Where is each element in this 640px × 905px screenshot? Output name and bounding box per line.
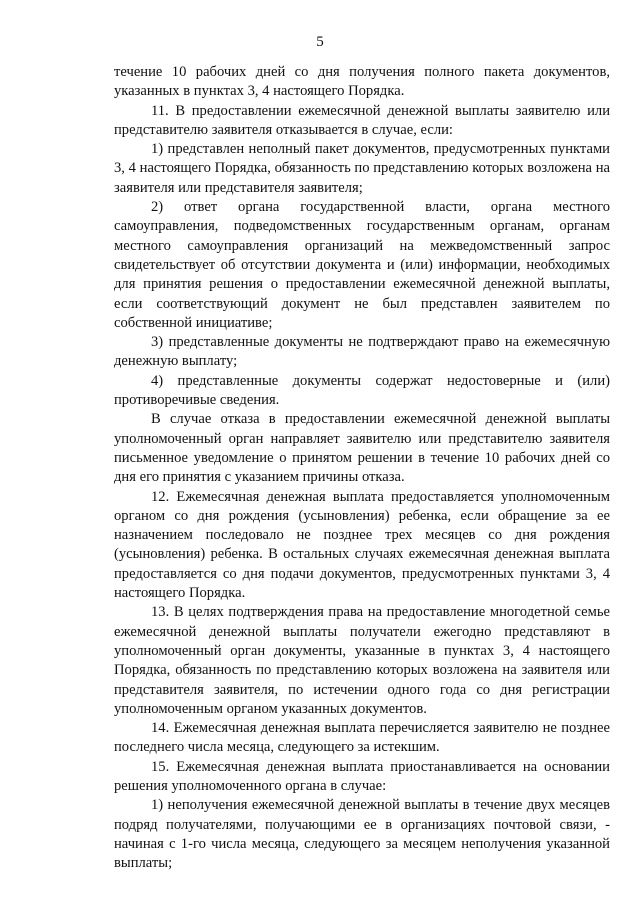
- paragraph-clause-15: 15. Ежемесячная денежная выплата приостанавливается на основании решения уполномоченного органа в случае:: [114, 758, 610, 794]
- paragraph: течение 10 рабочих дней со дня получения полного пакета документов, указанных в пунктах 3, 4 настоящего Порядка.: [114, 64, 610, 100]
- paragraph-item-3: 3) представленные документы не подтверждают право на ежемесячную денежную выплату;: [114, 334, 610, 370]
- paragraph-clause-15-item-1: 1) неполучения ежемесячной денежной выплаты в течение двух месяцев подряд получателями, получающими ее в организациях почтовой связи, - начиная с 1-го числа месяца, следующего за месяцем неполучения указанной выплаты;: [114, 797, 610, 872]
- paragraph-item-1: 1) представлен неполный пакет документов, предусмотренных пунктами 3, 4 настоящего Порядка, обязанность по представлению которых возложена на заявителя или представителя заявителя;: [114, 141, 610, 196]
- paragraph-item-4: 4) представленные документы содержат недостоверные и (или) противоречивые сведения.: [114, 372, 610, 409]
- page-number: 5: [316, 34, 324, 50]
- document-body: [114, 63, 610, 873]
- paragraph-item-2: 2) ответ органа государственной власти, органа местного самоуправления, подведомственных государственным органам, органам местного самоуправления организаций на межведомственный запрос свидетельствует об отсутствии документа и (или) информации, необходимых для принятия решения о предоставлении ежемесячной денежной выплаты, если соответствующий документ не был представлен заявителем по собственной инициативе;: [114, 199, 610, 331]
- paragraph-clause-12: 12. Ежемесячная денежная выплата предоставляется уполномоченным органом со дня рождения (усыновления) ребенка, если обращение за ее назначением последовало не позднее трех месяцев со дня рождения (усыновления) ребенка. В остальных случаях ежемесячная денежная выплата предоставляется со дня подачи документов, предусмотренных пунктами 3, 4 настоящего Порядка.: [114, 488, 610, 602]
- paragraph-refusal-notice: В случае отказа в предоставлении ежемесячной денежной выплаты уполномоченный орган направляет заявителю или представителю заявителя письменное уведомление о принятом решении в течение 10 рабочих дней со дня его принятия с указанием причины отказа.: [114, 411, 610, 486]
- paragraph-clause-13: 13. В целях подтверждения права на предоставление многодетной семье ежемесячной денежной выплаты получатели ежегодно представляют в уполномоченный орган документы, указанные в пунктах 3, 4 настоящего Порядка, обязанность по представлению которых возложена на заявителя или представителя заявителя, по истечении одного года со дня регистрации уполномоченным органом указанных документов.: [114, 604, 610, 717]
- paragraph-clause-11: 11. В предоставлении ежемесячной денежной выплаты заявителю или представителю заявителя отказывается в случае, если:: [114, 102, 610, 138]
- paragraph-clause-14: 14. Ежемесячная денежная выплата перечисляется заявителю не позднее последнего числа месяца, следующего за истекшим.: [114, 720, 610, 756]
